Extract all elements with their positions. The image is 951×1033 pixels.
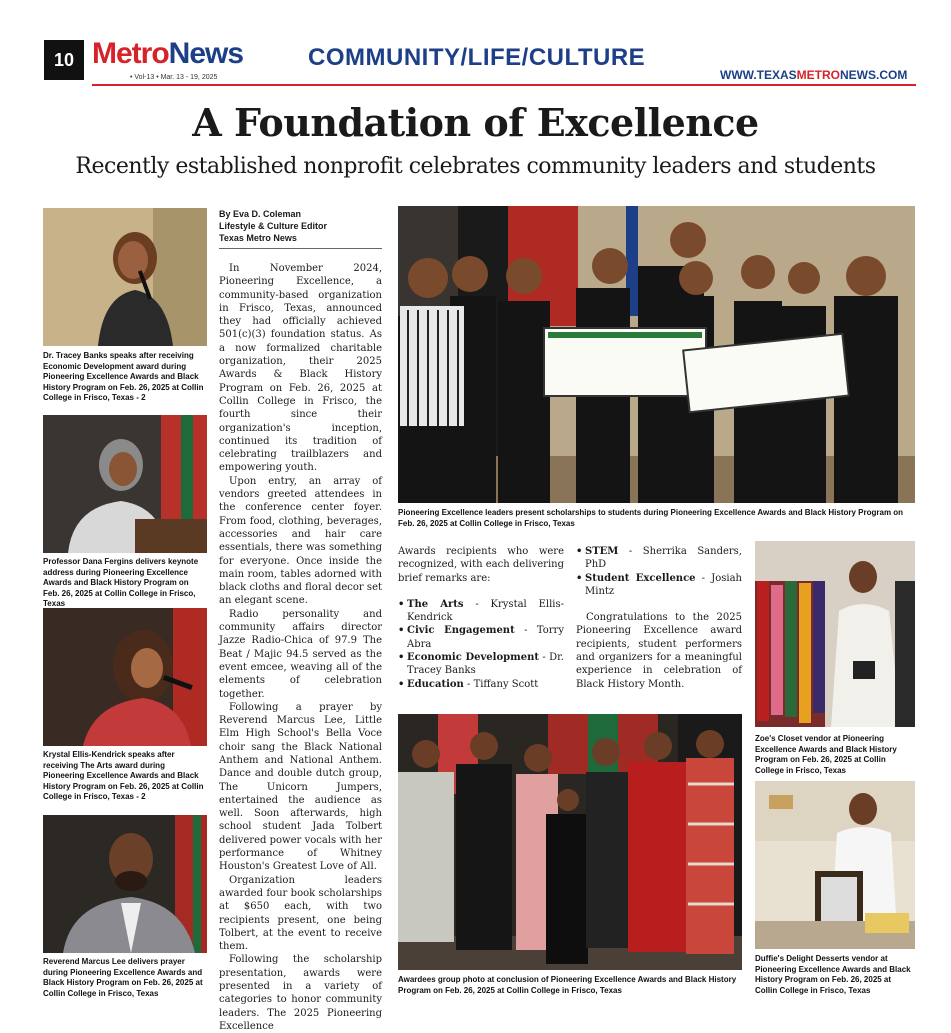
- byline-outlet: Texas Metro News: [219, 233, 297, 243]
- caption-duffies-delight-vendor: Duffie's Delight Desserts vendor at Pioneering Excellence Awards and Black History Program on Feb. 26, 2025 at Collin College in Frisco, Texas: [755, 954, 911, 995]
- caption-awardees-group: Awardees group photo at conclusion of Pioneering Excellence Awards and Black History Program on Feb. 26, 2025 at Collin College in Frisco, Texas: [398, 975, 737, 995]
- award-category: Student Excellence: [585, 572, 696, 584]
- award-item: • The Arts - Krystal Ellis-Kendrick: [398, 598, 564, 625]
- byline: [219, 208, 382, 249]
- awards-list-continued: [576, 545, 742, 598]
- award-recipient: Torry Abra: [407, 625, 564, 650]
- award-recipient: Dr. Tracey Banks: [407, 652, 564, 677]
- url-accent: METRO: [796, 68, 841, 82]
- issue-line: • Vol-13 • Mar. 13 - 19, 2025: [130, 74, 218, 81]
- award-item: • STEM - Sherrika Sanders, PhD: [576, 545, 742, 572]
- photo-tracey-banks: [43, 208, 207, 346]
- award-category: STEM: [585, 546, 619, 557]
- subheadline: Recently established nonprofit celebrates community leaders and students: [75, 154, 876, 179]
- paragraph: Organization leaders awarded four book scholarships at $650 each, with two recipients present, one being Tolbert, at the event to receive them.: [219, 874, 382, 953]
- closing-paragraph: Congratulations to the 2025 Pioneering Excellence award recipients, student performers and organizers for a meaningful experience in celebration of Black History Month.: [576, 612, 742, 690]
- masthead-rule: [92, 84, 916, 86]
- section-title: COMMUNITY/LIFE/CULTURE: [308, 44, 646, 71]
- caption-dana-fergins: Professor Dana Fergins delivers keynote address during Pioneering Excellence Awards and Black History Program on Feb. 26, 2025 at Collin College in Frisco, Texas: [43, 557, 199, 608]
- award-recipient: Tiffany Scott: [473, 678, 539, 690]
- paragraph: Radio personality and community affairs director Jazze Radio-Chica of 97.9 The Beat / Majic 94.5 served as the event emcee, weaving all of the elements of celebration together.: [219, 608, 382, 700]
- photo-awardees-group: [398, 714, 742, 970]
- photo-dana-fergins: [43, 415, 207, 553]
- photo-duffies-delight-vendor: [755, 781, 915, 949]
- award-item: • Education - Tiffany Scott: [398, 678, 564, 691]
- caption-krystal-ellis-kendrick: Krystal Ellis-Kendrick speaks after receiving The Arts award during Pioneering Excellence Awards and Black History Program on Feb. 26, 2025 at Collin College in Frisco, Texas - 2: [43, 750, 204, 801]
- awards-list: [398, 598, 564, 691]
- photo-krystal-ellis-kendrick: [43, 608, 207, 746]
- byline-title: Lifestyle & Culture Editor: [219, 221, 328, 231]
- award-recipient: Sherrika Sanders, PhD: [585, 546, 742, 571]
- photo-marcus-lee: [43, 815, 207, 953]
- website-link[interactable]: [720, 68, 907, 82]
- caption-scholarship-presentation: Pioneering Excellence leaders present scholarships to students during Pioneering Excellence Awards and Black History Program on Feb. 26, 2025 at Collin College in Frisco, Texas: [398, 508, 904, 528]
- paragraph: In November 2024, Pioneering Excellence, a community-based organization in Frisco, Texas, announced they had officially achieved 501(c)(3) foundation status. As a now formalized charitable organization, their 2025 Awards & Black History Program on Feb. 26, 2025 at Collin College in Frisco, the fourth since their organization's inception, continued its tradition of celebrating trailblazers and empowering youth.: [219, 263, 382, 474]
- article-column-2: [398, 545, 564, 691]
- metronews-logo[interactable]: [92, 38, 243, 70]
- award-recipient: Krystal Ellis-Kendrick: [407, 598, 564, 624]
- award-item: • Student Excellence - Josiah Mintz: [576, 572, 742, 599]
- url-prefix: WWW.TEXAS: [720, 68, 797, 82]
- page-number: 10: [44, 40, 84, 80]
- paragraph: Following the scholarship presentation, awards were presented in a variety of categories to honor community leaders. The 2025 Pioneering Excellence: [219, 954, 382, 1032]
- award-category: Education: [407, 678, 464, 690]
- caption-marcus-lee: Reverend Marcus Lee delivers prayer during Pioneering Excellence Awards and Black History Program on Feb. 26, 2025 at Collin College in Frisco, Texas: [43, 957, 203, 998]
- article-column-3: [576, 545, 742, 691]
- award-item: • Civic Engagement - Torry Abra: [398, 624, 564, 651]
- award-category: The Arts: [407, 598, 464, 610]
- logo-metro: Metro: [92, 37, 169, 70]
- caption-tracey-banks: Dr. Tracey Banks speaks after receiving Economic Development award during Pioneering Excellence Awards and Black History Program on Feb. 26, 2025 at Collin College in Frisco, Texas - 2: [43, 351, 204, 402]
- logo-news: News: [168, 37, 244, 70]
- awards-intro: Awards recipients who were recognized, with each delivering brief remarks are:: [398, 546, 564, 584]
- url-suffix: NEWS.COM: [840, 68, 908, 82]
- photo-zoes-closet-vendor: [755, 541, 915, 727]
- caption-zoes-closet-vendor: Zoe's Closet vendor at Pioneering Excellence Awards and Black History Program on Feb. 26, 2025 at Collin College in Frisco, Texas: [755, 734, 897, 775]
- award-item: • Economic Development - Dr. Tracey Banks: [398, 651, 564, 678]
- byline-author: By Eva D. Coleman: [219, 209, 302, 219]
- headline: A Foundation of Excellence: [192, 100, 759, 145]
- paragraph: Upon entry, an array of vendors greeted attendees in the conference center foyer. From food, clothing, beverages, accessories and hair care essentials, there was something for everyone. Once inside the main room, tables adorned with black cloths and floral decor set an elegant scene.: [219, 475, 382, 607]
- paragraph: Following a prayer by Reverend Marcus Lee, Little Elm High School's Bella Voce choir sang the Black National Anthem and National Anthem. Dance and double dutch group, The Unicorn Jumpers, entertained the audience as well. Soon afterwards, high school student Jada Tolbert delivered power vocals with her performance of Whitney Houston's Greatest Love of All.: [219, 701, 382, 873]
- photo-scholarship-presentation: [398, 206, 915, 503]
- award-recipient: Josiah Mintz: [585, 572, 742, 597]
- article-column-1: [219, 262, 382, 1033]
- award-category: Economic Development: [407, 652, 539, 664]
- award-category: Civic Engagement: [407, 625, 515, 637]
